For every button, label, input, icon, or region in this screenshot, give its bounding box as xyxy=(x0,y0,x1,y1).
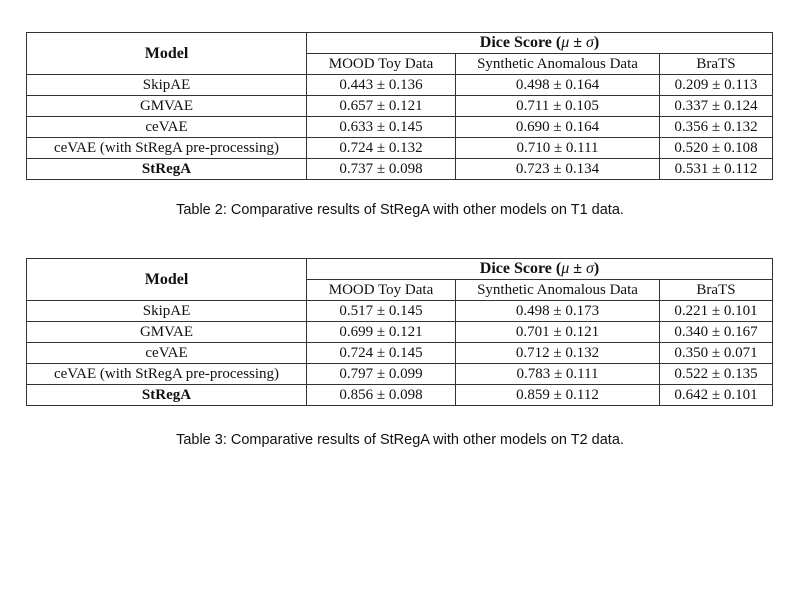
score-synthetic: 0.859 ± 0.112 xyxy=(456,385,660,406)
score-brats: 0.350 ± 0.071 xyxy=(660,343,773,364)
model-column-header: Model xyxy=(27,259,307,301)
score-mood: 0.443 ± 0.136 xyxy=(307,75,456,96)
score-synthetic: 0.712 ± 0.132 xyxy=(456,343,660,364)
results-table-t1 xyxy=(26,32,773,180)
score-mood: 0.856 ± 0.098 xyxy=(307,385,456,406)
model-name: ceVAE (with StRegA pre-processing) xyxy=(27,138,307,159)
score-brats: 0.531 ± 0.112 xyxy=(660,159,773,180)
score-synthetic: 0.723 ± 0.134 xyxy=(456,159,660,180)
score-brats: 0.209 ± 0.113 xyxy=(660,75,773,96)
model-name: SkipAE xyxy=(27,301,307,322)
table-row xyxy=(27,364,773,385)
greek-symbol: σ xyxy=(586,34,594,51)
table-row xyxy=(27,301,773,322)
dice-score-header: Dice Score (μ ± σ) xyxy=(307,33,773,54)
greek-symbol: μ xyxy=(561,260,570,277)
score-synthetic: 0.711 ± 0.105 xyxy=(456,96,660,117)
column-header-mood: MOOD Toy Data xyxy=(307,54,456,75)
model-name: ceVAE xyxy=(27,117,307,138)
column-header-synthetic: Synthetic Anomalous Data xyxy=(456,280,660,301)
score-mood: 0.737 ± 0.098 xyxy=(307,159,456,180)
column-header-brats: BraTS xyxy=(660,280,773,301)
table-row xyxy=(27,385,773,406)
greek-symbol: μ xyxy=(561,34,570,51)
score-mood: 0.699 ± 0.121 xyxy=(307,322,456,343)
score-mood: 0.517 ± 0.145 xyxy=(307,301,456,322)
table-caption: Table 2: Comparative results of StRegA with other models on T1 data. xyxy=(176,202,624,218)
model-name: GMVAE xyxy=(27,96,307,117)
model-column-header: Model xyxy=(27,33,307,75)
score-brats: 0.520 ± 0.108 xyxy=(660,138,773,159)
score-mood: 0.724 ± 0.132 xyxy=(307,138,456,159)
score-mood: 0.797 ± 0.099 xyxy=(307,364,456,385)
model-name: ceVAE (with StRegA pre-processing) xyxy=(27,364,307,385)
table-row xyxy=(27,75,773,96)
score-synthetic: 0.498 ± 0.173 xyxy=(456,301,660,322)
table-row xyxy=(27,159,773,180)
model-name: SkipAE xyxy=(27,75,307,96)
score-mood: 0.633 ± 0.145 xyxy=(307,117,456,138)
score-synthetic: 0.710 ± 0.111 xyxy=(456,138,660,159)
score-brats: 0.221 ± 0.101 xyxy=(660,301,773,322)
greek-symbol: σ xyxy=(586,260,594,277)
table-row xyxy=(27,322,773,343)
column-header-brats: BraTS xyxy=(660,54,773,75)
score-synthetic: 0.783 ± 0.111 xyxy=(456,364,660,385)
table-row xyxy=(27,96,773,117)
score-brats: 0.522 ± 0.135 xyxy=(660,364,773,385)
table-caption: Table 3: Comparative results of StRegA with other models on T2 data. xyxy=(176,432,624,448)
model-name: ceVAE xyxy=(27,343,307,364)
model-name: StRegA xyxy=(27,385,307,406)
table-row xyxy=(27,343,773,364)
score-brats: 0.642 ± 0.101 xyxy=(660,385,773,406)
table-row xyxy=(27,138,773,159)
score-mood: 0.657 ± 0.121 xyxy=(307,96,456,117)
score-mood: 0.724 ± 0.145 xyxy=(307,343,456,364)
score-synthetic: 0.701 ± 0.121 xyxy=(456,322,660,343)
dice-score-header: Dice Score (μ ± σ) xyxy=(307,259,773,280)
score-synthetic: 0.690 ± 0.164 xyxy=(456,117,660,138)
model-name: GMVAE xyxy=(27,322,307,343)
score-brats: 0.337 ± 0.124 xyxy=(660,96,773,117)
results-table-t2 xyxy=(26,258,773,406)
score-synthetic: 0.498 ± 0.164 xyxy=(456,75,660,96)
column-header-mood: MOOD Toy Data xyxy=(307,280,456,301)
table-row xyxy=(27,117,773,138)
column-header-synthetic: Synthetic Anomalous Data xyxy=(456,54,660,75)
score-brats: 0.340 ± 0.167 xyxy=(660,322,773,343)
score-brats: 0.356 ± 0.132 xyxy=(660,117,773,138)
model-name: StRegA xyxy=(27,159,307,180)
